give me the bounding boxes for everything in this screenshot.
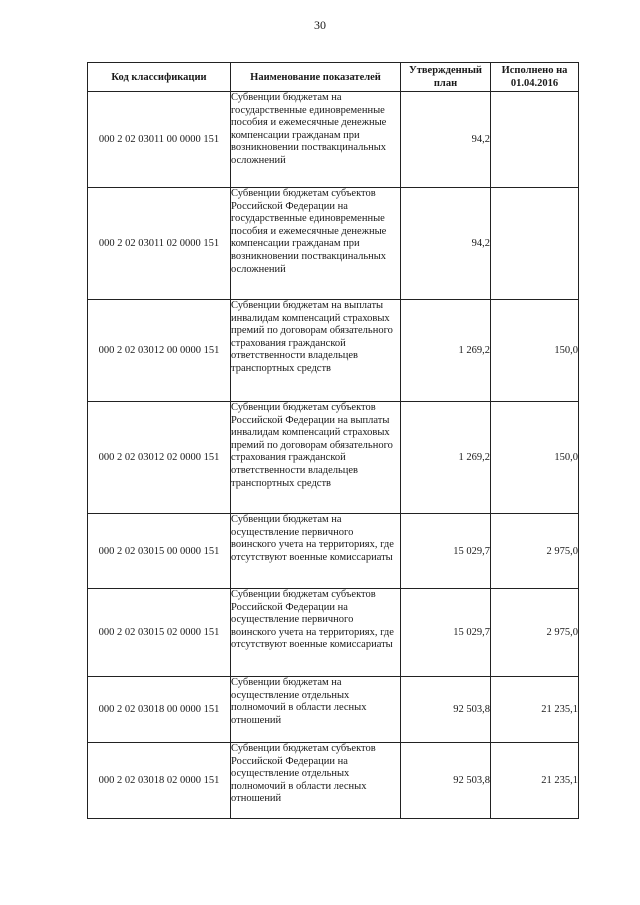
table-row [88, 300, 579, 402]
table-row [88, 743, 579, 819]
row-name: Субвенции бюджетам субъектов Российской Федерации на осуществление первичного воинского учета на территориях, где отсутствуют военные комиссариаты [231, 589, 401, 677]
row-code: 000 2 02 03015 00 0000 151 [88, 514, 231, 589]
row-plan: 1 269,2 [401, 300, 491, 402]
row-executed: 21 235,1 [491, 677, 579, 743]
row-name: Субвенции бюджетам на осуществление первичного воинского учета на территориях, где отсутствуют военные комиссариаты [231, 514, 401, 589]
table-row [88, 92, 579, 188]
row-name: Субвенции бюджетам субъектов Российской Федерации на государственные единовременные пособия и ежемесячные денежные компенсации гражданам при возникновении поствакцинальных осложнений [231, 188, 401, 300]
row-plan: 92 503,8 [401, 677, 491, 743]
page-number: 30 [314, 18, 326, 32]
row-code: 000 2 02 03012 02 0000 151 [88, 402, 231, 514]
row-executed: 21 235,1 [491, 743, 579, 819]
table-row [88, 402, 579, 514]
budget-table [87, 62, 579, 819]
header-name: Наименование показателей [231, 63, 401, 92]
row-code: 000 2 02 03011 00 0000 151 [88, 92, 231, 188]
row-executed: 2 975,0 [491, 514, 579, 589]
row-code: 000 2 02 03015 02 0000 151 [88, 589, 231, 677]
row-name: Субвенции бюджетам на выплаты инвалидам компенсаций страховых премий по договорам обязательного страхования гражданской ответственности владельцев транспортных средств [231, 300, 401, 402]
row-executed: 150,0 [491, 300, 579, 402]
row-name: Субвенции бюджетам субъектов Российской Федерации на выплаты инвалидам компенсаций страховых премий по договорам обязательного страхования гражданской ответственности владельцев транспортных средств [231, 402, 401, 514]
row-code: 000 2 02 03011 02 0000 151 [88, 188, 231, 300]
table-row [88, 589, 579, 677]
row-plan: 15 029,7 [401, 514, 491, 589]
row-executed: 2 975,0 [491, 589, 579, 677]
table-header-row [88, 63, 579, 92]
header-plan: Утвержденный план [401, 63, 491, 92]
row-plan: 1 269,2 [401, 402, 491, 514]
table-row [88, 188, 579, 300]
row-plan: 15 029,7 [401, 589, 491, 677]
row-code: 000 2 02 03018 00 0000 151 [88, 677, 231, 743]
row-name: Субвенции бюджетам на государственные единовременные пособия и ежемесячные денежные компенсации гражданам при возникновении поствакцинальных осложнений [231, 92, 401, 188]
header-executed: Исполнено на 01.04.2016 [491, 63, 579, 92]
row-name: Субвенции бюджетам субъектов Российской Федерации на осуществление отдельных полномочий в области лесных отношений [231, 743, 401, 819]
row-plan: 94,2 [401, 188, 491, 300]
row-executed: 150,0 [491, 402, 579, 514]
row-code: 000 2 02 03018 02 0000 151 [88, 743, 231, 819]
row-plan: 92 503,8 [401, 743, 491, 819]
row-name: Субвенции бюджетам на осуществление отдельных полномочий в области лесных отношений [231, 677, 401, 743]
header-code: Код классификации [88, 63, 231, 92]
row-executed [491, 92, 579, 188]
table-row [88, 514, 579, 589]
row-plan: 94,2 [401, 92, 491, 188]
row-code: 000 2 02 03012 00 0000 151 [88, 300, 231, 402]
table-row [88, 677, 579, 743]
row-executed [491, 188, 579, 300]
